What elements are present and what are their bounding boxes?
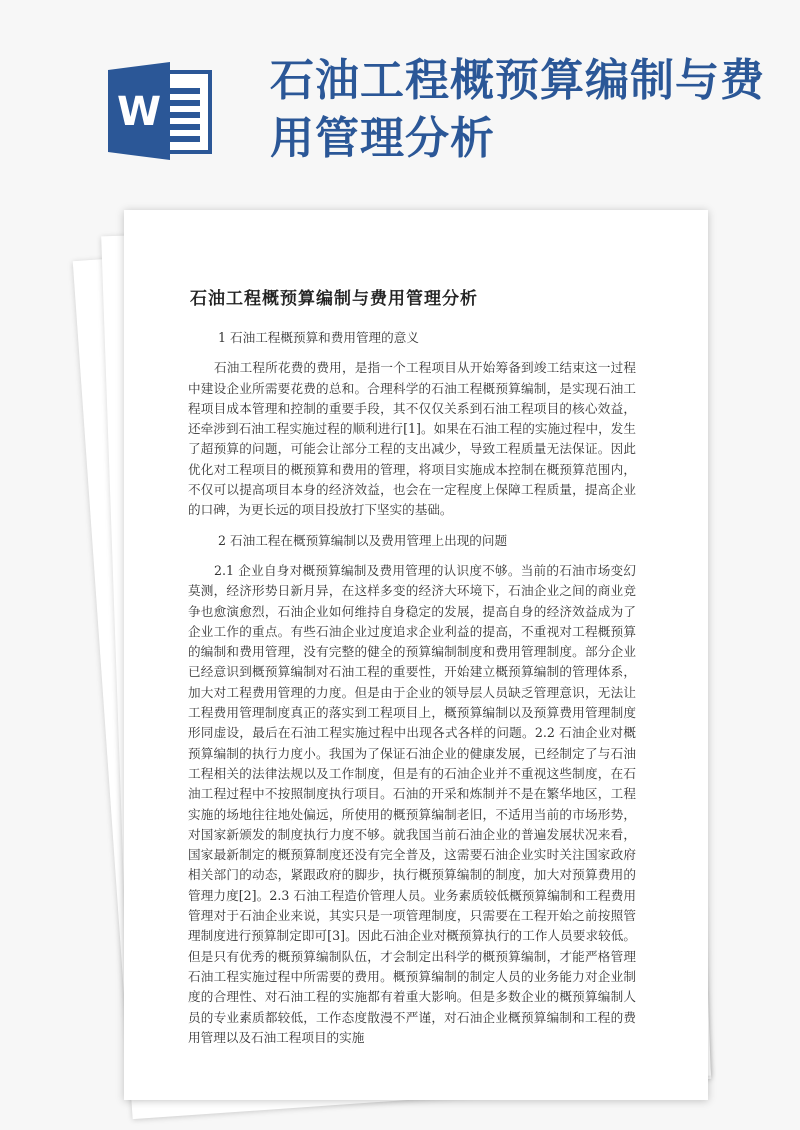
page-title: 石油工程概预算编制与费用管理分析: [190, 289, 478, 309]
svg-text:W: W: [116, 89, 162, 135]
section-heading: 1 石油工程概预算和费用管理的意义: [218, 330, 419, 345]
paragraph: 石油工程所花费的费用，是指一个工程项目从开始筹备到竣工结束这一过程中建设企业所需要花费的总和。合理科学的石油工程概预算编制，是实现石油工程项目成本管理和控制的重要手段，其不仅仅关系到石油工程项目的核心效益，还牵涉到石油工程实施过程的顺利进行[1]。如果在石油工程的实施过程中，发生了超预算的问题，可能会让部分工程的支出减少，导致工程质量无法保证。因此优化对工程项目的概预算和费用的管理，将项目实施成本控制在概预算范围内，不仅可以提高项目本身的经济效益，也会在一定程度上保障工程质量，提高企业的口碑，为更长远的项目投放打下坚实的基础。: [188, 360, 636, 518]
document-page: [124, 210, 708, 1100]
paragraph: 2.1 企业自身对概预算编制及费用管理的认识度不够。当前的石油市场变幻莫测，经济形势日新月异，在这样多变的经济大环境下，石油企业之间的商业竞争也愈演愈烈，石油企业如何维持自身稳定的发展，提高自身的经济效益成为了企业工作的重点。有些石油企业过度追求企业利益的提高，不重视对工程概预算的编制和费用管理，没有完整的健全的预算编制制度和费用管理制度。部分企业已经意识到概预算编制对石油工程的重要性，开始建立概预算编制的管理体系，加大对工程费用管理的力度。但是由于企业的领导层人员缺乏管理意识，无法让工程费用管理制度真正的落实到工程项目上，概预算编制以及预算费用管理制度形同虚设，最后在石油工程实施过程中出现各式各样的问题。2.2 石油企业对概预算编制的执行力度小。我国为了保证石油企业的健康发展，已经制定了与石油工程相关的法律法规以及工作制度，但是有的石油企业并不重视这些制度，在石油工程过程中不按照制度执行项目。石油的开采和炼制并不是在繁华地区，工程实施的场地往往地处偏远，所使用的概预算编制老旧，不适用当前的市场形势，对国家新颁发的制度执行力度不够。就我国当前石油企业的普遍发展状况来看，国家最新制定的概预算制度还没有完全普及，这需要石油企业实时关注国家政府相关部门的动态，紧跟政府的脚步，执行概预算编制的制度，加大对预算费用的管理力度[2]。2.3 石油工程造价管理人员。业务素质较低概预算编制和工程费用管理对于石油企业来说，其实只是一项管理制度，只需要在工程开始之前按照管理制度进行预算制定即可[3]。因此石油企业对概预算执行的工作人员要求较低。但是只有优秀的概预算编制队伍，才会制定出科学的概预算编制，才能严格管理石油工程实施过程中所需要的费用。概预算编制的制定人员的业务能力对企业制度的合理性、对石油工程的实施都有着重大影响。但是多数企业的概预算编制人员的专业素质都较低，工作态度散漫不严谨，对石油企业概预算编制和工程的费用管理以及石油工程项目的实施: [188, 562, 636, 1045]
word-document-icon: [108, 62, 216, 160]
document-title-banner: 石油工程概预算编制与费用管理分析: [270, 55, 765, 164]
document-body: [188, 328, 636, 1058]
section-heading: 2 石油工程在概预算编制以及费用管理上出现的问题: [218, 532, 508, 548]
header: [0, 0, 800, 200]
